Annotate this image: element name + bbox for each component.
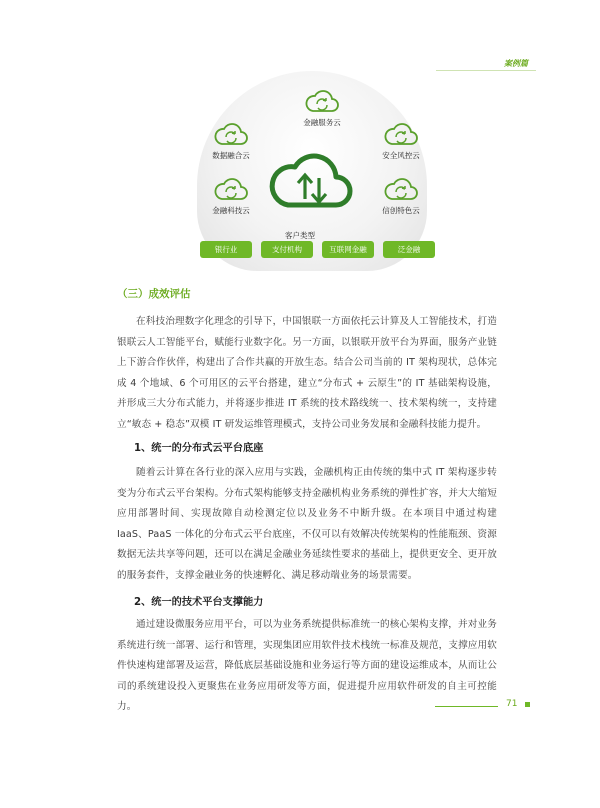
section-title: （三）成效评估 xyxy=(117,288,191,300)
customer-type-pill: 银行业 xyxy=(200,241,252,258)
node-label: 数据融合云 xyxy=(212,151,250,160)
node-fintech-cloud xyxy=(186,175,276,216)
cloud-refresh-icon xyxy=(213,175,249,203)
cloud-services-diagram xyxy=(0,0,600,300)
customer-type-label: 客户类型 xyxy=(285,231,315,240)
footer-rule xyxy=(435,706,498,707)
intro-paragraph: 在科技治理数字化理念的引导下，中国银联一方面依托云计算及人工智能技术，打造银联云人工智能平台，赋能行业数字化。另一方面，以银联开放平台为界面，服务产业链上下游合作伙伴，构建出了合作共赢的开放生态。结合公司当前的 IT 架构现状，总体完成 4 个地域、6 个可用区的云平台搭建，建立“分布式 + 云原生”的 IT 基础架构设施，并形成三大分布式能力，并将逐步推进 IT 系统的技术路线统一、技术架构统一，支持建立“敏态 + 稳态”双模 IT 研发运维管理模式，支持公司业务发展和金融科技能力提升。 xyxy=(117,316,497,430)
page-marker xyxy=(525,702,530,707)
cloud-refresh-icon xyxy=(383,120,419,148)
subsection-paragraph: 随着云计算在各行业的深入应用与实践，金融机构正由传统的集中式 IT 架构逐步转变为分布式云平台架构。分布式架构能够支持金融机构业务系统的弹性扩容，并大大缩短应用部署时间、实现故障自动检测定位以及业务不中断升级。在本项目中通过构建 IaaS、PaaS 一体化的分布式云平台底座，不仅可以有效解决传统架构的性能瓶颈、资源数据无法共享等问题，还可以在满足金融业务延续性要求的基础上，提供更安全、更开放的服务套件，支撑金融业务的快速孵化、满足移动端业务的场景需要。 xyxy=(117,467,497,581)
node-label: 信创特色云 xyxy=(382,206,420,215)
page-tag: 案例篇 xyxy=(504,59,528,68)
subsection-paragraph: 通过建设微服务应用平台，可以为业务系统提供标准统一的核心架构支撑，并对业务系统进行统一部署、运行和管理，实现集团应用软件技术栈统一标准及规范，支撑应用软件快速构建部署及运营，降低底层基础设施和业务运行等方面的建设运维成本，从而让公司的系统建设投入更聚焦在业务应用研发等方面，促进提升应用软件研发的自主可控能力。 xyxy=(117,619,497,713)
central-cloud-icon xyxy=(268,143,356,219)
node-label: 安全风控云 xyxy=(382,151,420,160)
cloud-refresh-icon xyxy=(213,120,249,148)
customer-type-pill: 支付机构 xyxy=(261,241,313,258)
cloud-refresh-icon xyxy=(304,87,340,115)
cloud-refresh-icon xyxy=(383,175,419,203)
node-xinchuang-cloud xyxy=(356,175,446,216)
customer-type-pill: 互联网金融 xyxy=(322,241,374,258)
customer-type-pill: 泛金融 xyxy=(383,241,435,258)
page-number: 71 xyxy=(506,699,518,709)
node-label: 金融科技云 xyxy=(212,206,250,215)
node-label: 金融服务云 xyxy=(303,118,341,127)
node-security-risk-cloud xyxy=(356,120,446,161)
subsection-heading: 2、统一的技术平台支撑能力 xyxy=(134,597,264,608)
node-financial-service-cloud xyxy=(277,87,367,128)
subsection-heading: 1、统一的分布式云平台底座 xyxy=(134,443,264,454)
node-data-fusion-cloud xyxy=(186,120,276,161)
